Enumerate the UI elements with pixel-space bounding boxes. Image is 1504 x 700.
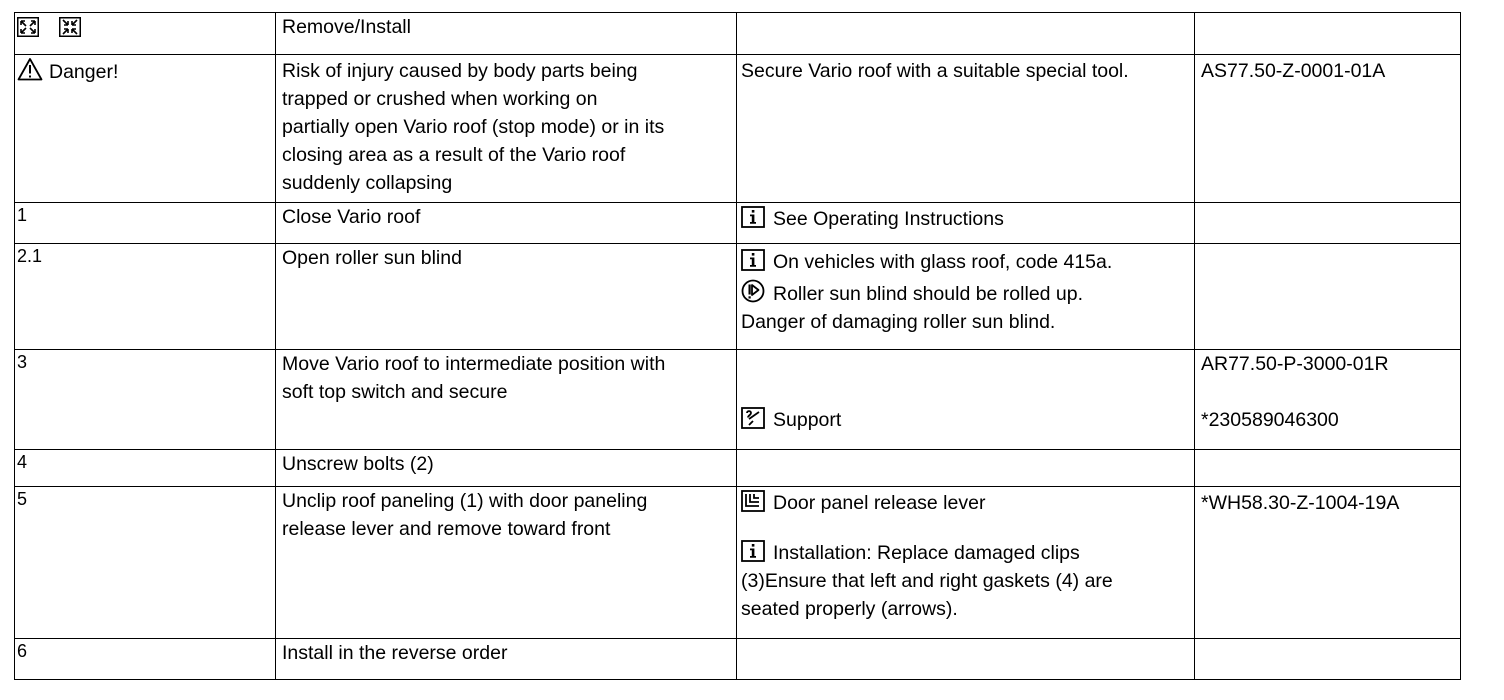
repair-instruction-table bbox=[14, 12, 1461, 680]
danger-label: Danger! bbox=[49, 61, 119, 83]
step-number: 3 bbox=[15, 350, 276, 450]
info-icon bbox=[741, 540, 765, 562]
step-text: Move Vario roof to intermediate position with soft top switch and secure bbox=[276, 350, 737, 450]
warning-triangle-icon bbox=[17, 57, 43, 81]
step-number: 6 bbox=[15, 639, 276, 680]
step-text: Unclip roof paneling (1) with door paneling release lever and remove toward front bbox=[276, 487, 737, 639]
step-reference-link[interactable]: AR77.50-P-3000-01R *230589046300 bbox=[1195, 350, 1461, 450]
step-number: 4 bbox=[15, 450, 276, 487]
danger-risk-text: Risk of injury caused by body parts being trapped or crushed when working on partially open Vario roof (stop mode) or in its closing area as a result of the Vario roof suddenly collapsing bbox=[276, 55, 737, 203]
step-note: On vehicles with glass roof, code 415a. Roller sun blind should be rolled up. Danger of damaging roller sun blind. bbox=[737, 244, 1195, 350]
danger-cell bbox=[15, 55, 276, 203]
info-icon bbox=[741, 249, 765, 271]
step-text: Install in the reverse order bbox=[276, 639, 737, 680]
step-tool: Support bbox=[737, 350, 1195, 450]
step-row bbox=[15, 450, 1461, 487]
step-text: Open roller sun blind bbox=[276, 244, 737, 350]
caution-icon bbox=[741, 279, 765, 303]
step-row bbox=[15, 203, 1461, 244]
step-note: See Operating Instructions bbox=[737, 203, 1195, 244]
info-icon bbox=[741, 206, 765, 228]
step-text: Close Vario roof bbox=[276, 203, 737, 244]
collapse-all-icon[interactable] bbox=[59, 17, 81, 45]
step-reference-link[interactable]: *WH58.30-Z-1004-19A bbox=[1195, 487, 1461, 639]
danger-row bbox=[15, 55, 1461, 203]
special-tool-icon bbox=[741, 407, 765, 429]
step-row bbox=[15, 244, 1461, 350]
step-number: 2.1 bbox=[15, 244, 276, 350]
danger-reference-link[interactable]: AS77.50-Z-0001-01A bbox=[1195, 55, 1461, 203]
header-row bbox=[15, 13, 1461, 55]
step-row bbox=[15, 350, 1461, 450]
step-row bbox=[15, 487, 1461, 639]
step-tool-and-note: Door panel release lever Installation: Replace damaged clips (3)Ensure that left and right gaskets (4) are seated properly (arrows). bbox=[737, 487, 1195, 639]
expand-all-icon[interactable] bbox=[17, 17, 39, 45]
step-number: 1 bbox=[15, 203, 276, 244]
step-row bbox=[15, 639, 1461, 680]
tool-icon bbox=[741, 490, 765, 512]
danger-measure: Secure Vario roof with a suitable special tool. bbox=[737, 55, 1195, 203]
step-number: 5 bbox=[15, 487, 276, 639]
action-title: Remove/Install bbox=[276, 13, 737, 55]
view-toggle-cell bbox=[15, 13, 276, 55]
step-text: Unscrew bolts (2) bbox=[276, 450, 737, 487]
